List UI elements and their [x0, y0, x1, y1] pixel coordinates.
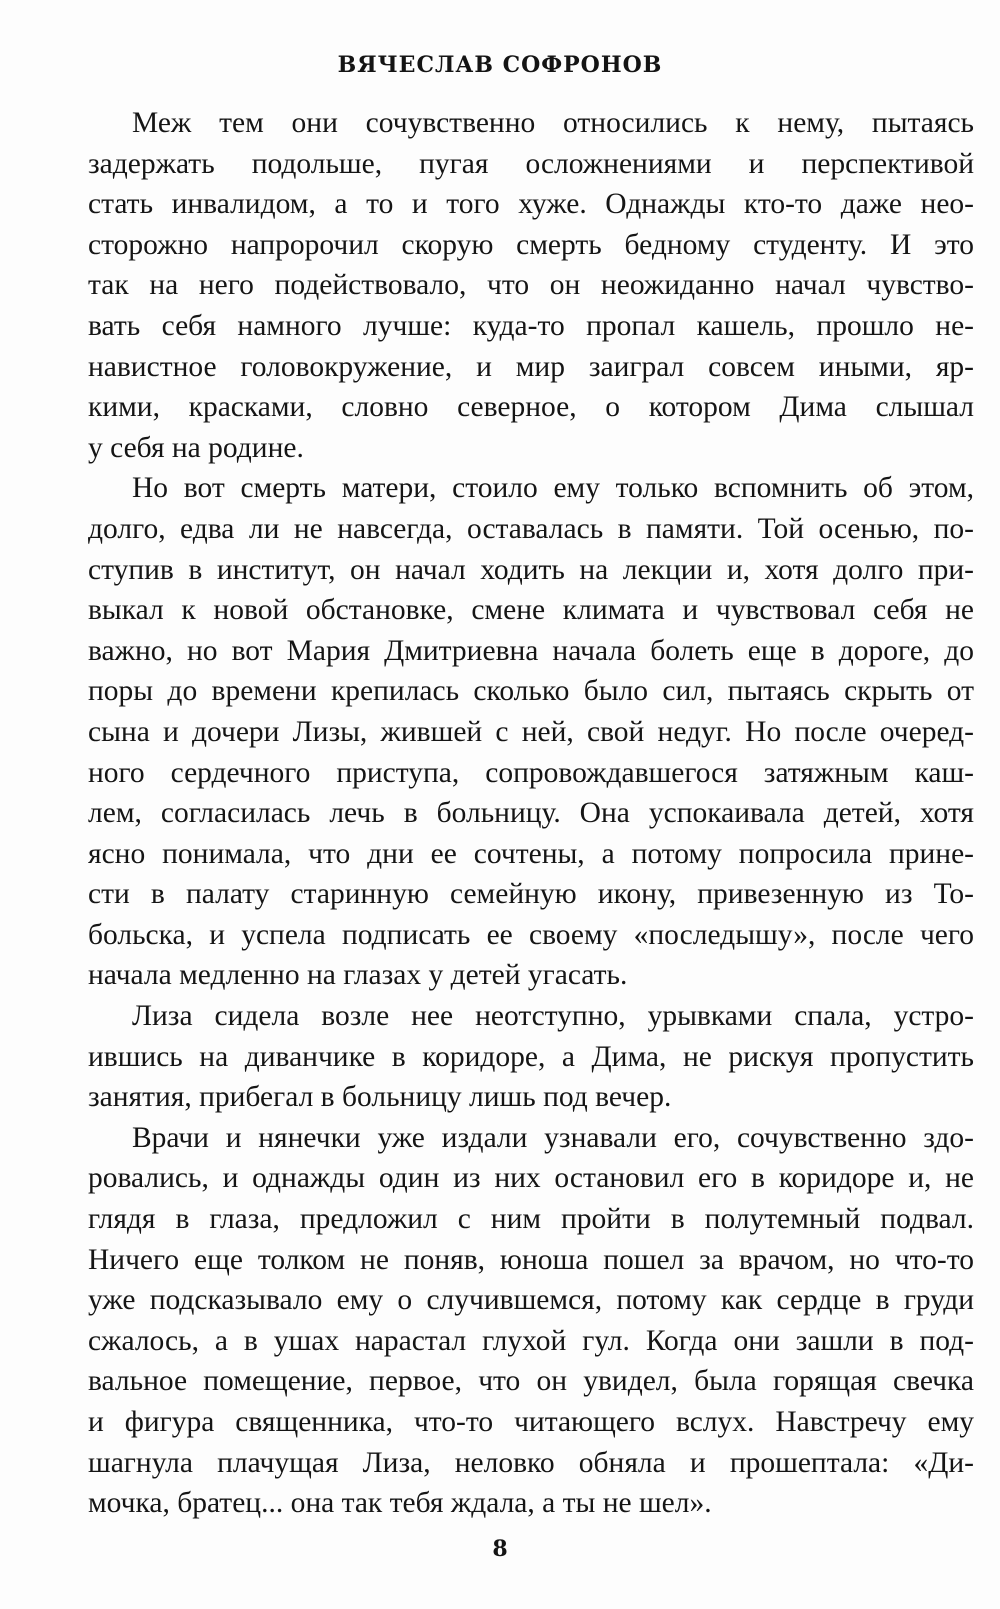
text-line: задержать подольше, пугая осложнениями и перспективой: [88, 147, 974, 180]
paragraph: [88, 996, 974, 1118]
text-line: вальное помещение, первое, что он увидел, была горящая свечка: [88, 1365, 974, 1398]
text-line: ного сердечного приступа, сопровождавшегося затяжным каш-: [88, 756, 974, 789]
text-line: сторожно напророчил скорую смерть бедному студенту. И это: [88, 228, 974, 261]
text-line: долго, едва ли не навсегда, оставалась в памяти. Той осенью, по-: [88, 512, 974, 545]
text-line: кими, красками, словно северное, о котором Дима слышал: [88, 391, 974, 424]
paragraph: [88, 103, 974, 468]
text-line: лем, согласилась лечь в больницу. Она успокаивала детей, хотя: [88, 797, 974, 830]
text-line: уже подсказывало ему о случившемся, потому как сердце в груди: [88, 1284, 974, 1317]
text-line: и фигура священника, что-то читающего вслух. Навстречу ему: [88, 1406, 974, 1438]
text-line: ровались, и однажды один из них остановил его в коридоре и, не: [88, 1162, 974, 1195]
text-line: ясно понимала, что дни ее сочтены, а потому попросила прине-: [88, 837, 974, 870]
text-line: вать себя намного лучше: куда-то пропал кашель, прошло не-: [88, 309, 974, 342]
text-line: глядя в глаза, предложил с ним пройти в полутемный подвал.: [88, 1203, 974, 1236]
text-line: мочка, братец... она так тебя ждала, а ты не шел».: [88, 1487, 712, 1520]
text-line: Врачи и нянечки уже издали узнавали его, сочувственно здо-: [132, 1121, 974, 1154]
text-line: выкал к новой обстановке, смене климата и чувствовал себя не: [88, 594, 974, 627]
text-line: Но вот смерть матери, стоило ему только вспомнить об этом,: [132, 472, 974, 505]
text-line: сти в палату старинную семейную икону, привезенную из То-: [88, 878, 974, 911]
text-line: поры до времени крепилась сколько было сил, пытаясь скрыть от: [88, 675, 974, 708]
text-line: Меж тем они сочувственно относились к нему, пытаясь: [132, 107, 974, 139]
text-line: важно, но вот Мария Дмитриевна начала болеть еще в дороге, до: [88, 634, 974, 667]
text-line: начала медленно на глазах у детей угасать.: [88, 959, 628, 992]
page-number: 8: [492, 1536, 508, 1562]
text-line: Ничего еще толком не поняв, юноша пошел за врачом, но что-то: [88, 1243, 974, 1276]
text-line: ступив в институт, он начал ходить на лекции и, хотя долго при-: [88, 553, 974, 586]
paragraph: [88, 1118, 974, 1524]
text-line: у себя на родине.: [88, 431, 304, 464]
text-line: больска, и успела подписать ее своему «последышу», после чего: [88, 918, 974, 951]
text-line: ившись на диванчике в коридоре, а Дима, не рискуя пропустить: [88, 1040, 974, 1073]
paragraph: [88, 468, 974, 996]
text-line: сына и дочери Лизы, жившей с ней, свой недуг. Но после очеред-: [88, 715, 974, 748]
text-line: так на него подействовало, что он неожиданно начал чувство-: [88, 269, 974, 302]
text-line: сжалось, а в ушах нарастал глухой гул. Когда они зашли в под-: [88, 1324, 974, 1357]
text-line: навистное головокружение, и мир заиграл совсем иными, яр-: [88, 350, 974, 383]
running-head-author: ВЯЧЕСЛАВ СОФРОНОВ: [337, 52, 663, 78]
text-line: занятия, прибегал в больницу лишь под вечер.: [88, 1081, 672, 1114]
text-line: шагнула плачущая Лиза, неловко обняла и прошептала: «Ди-: [88, 1446, 974, 1479]
text-line: стать инвалидом, а то и того хуже. Однажды кто-то даже нео-: [88, 188, 974, 221]
body-text: [88, 103, 974, 1524]
text-line: Лиза сидела возле нее неотступно, урывками спала, устро-: [132, 1000, 974, 1033]
